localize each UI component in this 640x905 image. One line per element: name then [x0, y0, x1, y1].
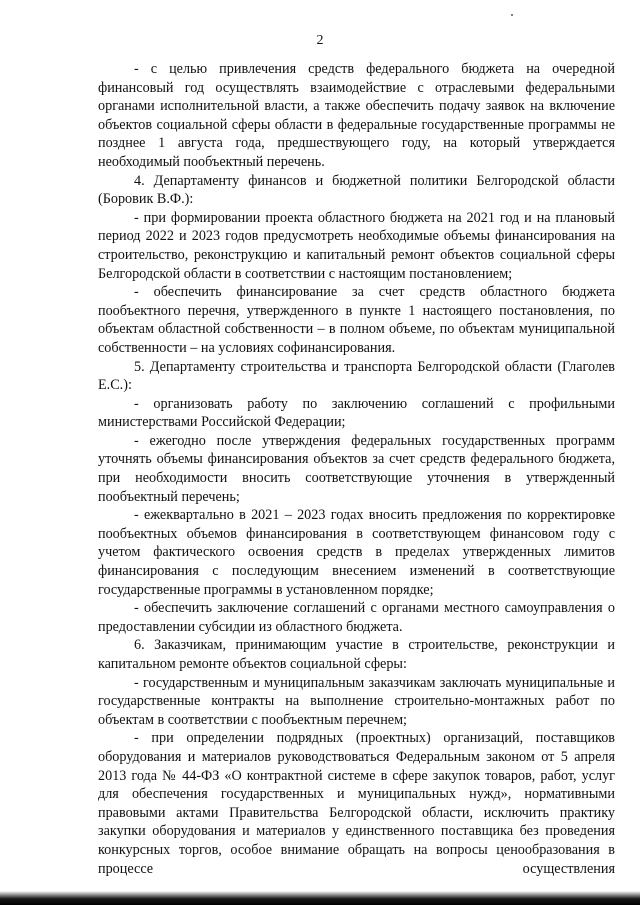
- paragraph-quarterly: - ежеквартально в 2021 – 2023 годах вносить предложения по корректировке пообъектных объемов финансирования в соответствующем финансовом году с учетом фактического освоения средств в пределах утвержденных лимитов финансирования с последующим внесением изменений в соответствующие государственные программы в установленном порядке;: [98, 507, 615, 598]
- paragraph-item-4: 4. Департаменту финансов и бюджетной политики Белгородской области (Боровик В.Ф.):: [98, 172, 615, 208]
- page-number: 2: [316, 33, 324, 48]
- paragraph-item-5: 5. Департаменту строительства и транспорта Белгородской области (Глаголев Е.С.):: [98, 358, 615, 394]
- paragraph-budget-planning: - при формировании проекта областного бюджета на 2021 год и на плановый период 2022 и 2023 годов предусмотреть необходимые объемы финансирования на строительство, реконструкцию и капитальный ремонт объектов социальной сферы Белгородской области в соответствии с настоящим постановлением;: [98, 209, 615, 282]
- scan-bottom-edge: [0, 891, 640, 905]
- paragraph-agreements: - организовать работу по заключению соглашений с профильными министерствами Российской Федерации;: [98, 395, 615, 431]
- paragraph-financing: - обеспечить финансирование за счет средств областного бюджета пообъектного перечня, утвержденного в пункте 1 настоящего постановления, по объектам областной собственности – в полном объеме, по объектам муниципальной собственности – на условиях софинансирования.: [98, 284, 615, 356]
- paragraph-procurement: - при определении подрядных (проектных) организаций, поставщиков оборудования и материалов руководствоваться Федеральным законом от 5 апреля 2013 года № 44-ФЗ «О контрактной системе в сфере закупок товаров, работ, услуг для обеспечения государственных и муниципальных нужд», нормативными правовыми актами Правительства Белгородской области, исключить практику закупки оборудования и материалов у единственного поставщика без проведения конкурсных торгов, особое внимание обращать на вопросы ценообразования в процессе осуществления: [98, 730, 615, 877]
- paragraph-subsidies: - обеспечить заключение соглашений с органами местного самоуправления о предоставлении субсидии из областного бюджета.: [98, 600, 615, 635]
- paragraph-item-6: 6. Заказчикам, принимающим участие в строительстве, реконструкции и капитальном ремонте объектов социальной сферы:: [98, 637, 615, 672]
- scan-speck: [511, 14, 513, 16]
- paragraph-contracts: - государственным и муниципальным заказчикам заключать муниципальные и государственные контракты на выполнение строительно-монтажных работ по объектам в соответствии с пообъектным перечнем;: [98, 674, 615, 728]
- paragraph-federal-budget: - с целью привлечения средств федерального бюджета на очередной финансовый год осуществлять взаимодействие с отраслевыми федеральными органами исполнительной власти, а также обеспечить подачу заявок на включение объектов социальной сферы области в федеральные государственные программы не позднее 1 августа года, предшествующего году, на который утверждается необходимый пообъектный перечень.: [98, 61, 615, 170]
- document-body: [98, 60, 615, 878]
- paragraph-federal-programs: - ежегодно после утверждения федеральных государственных программ уточнять объемы финансирования объектов за счет средств федерального бюджета, при необходимости вносить соответствующие уточнения в утвержденный пообъектный перечень;: [98, 432, 615, 505]
